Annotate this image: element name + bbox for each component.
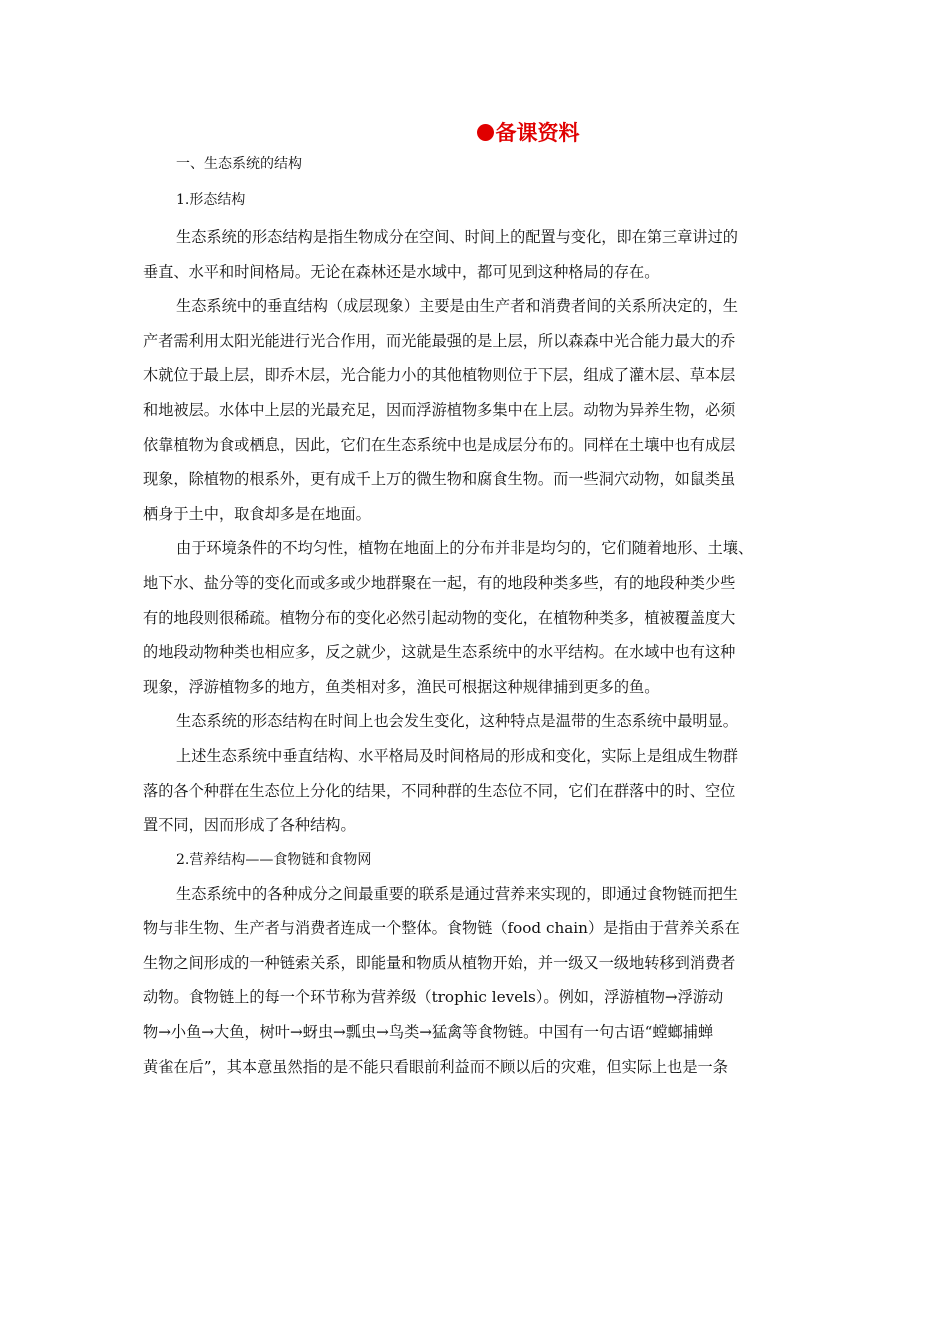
paragraph-line: 栖身于土中，取食却多是在地面。	[143, 504, 371, 523]
paragraph-line: 生态系统的形态结构是指生物成分在空间、时间上的配置与变化，即在第三章讲过的	[176, 228, 738, 246]
paragraph-2	[143, 289, 813, 531]
paragraph-line: 动物。食物链上的每一个环节称为营养级（trophic levels）。例如，浮游植物→浮游动	[143, 988, 724, 1007]
paragraph-line: 生态系统中的垂直结构（成层现象）主要是由生产者和消费者间的关系所决定的，生	[176, 297, 738, 316]
paragraph-line: 垂直、水平和时间格局。无论在森林还是水域中，都可见到这种格局的存在。	[143, 262, 660, 281]
paragraph-line: 地下水、盐分等的变化而或多或少地群聚在一起，有的地段种类多些，有的地段种类少些	[143, 573, 736, 592]
paragraph-line: 黄雀在后”，其本意虽然指的是不能只看眼前利益而不顾以后的灾难，但实际上也是一条	[143, 1057, 728, 1076]
paragraph-line: 生态系统的形态结构在时间上也会发生变化，这种特点是温带的生态系统中最明显。	[176, 712, 738, 731]
paragraph-line: 物与非生物、生产者与消费者连成一个整体。食物链（food chain）是指由于营养关系在	[143, 919, 740, 938]
subsection-heading-trophic: 2.营养结构——食物链和食物网	[176, 851, 372, 868]
paragraph-5	[143, 739, 813, 843]
paragraph-line: 有的地段则很稀疏。植物分布的变化必然引起动物的变化，在植物种类多，植被覆盖度大	[143, 608, 736, 627]
paragraph-line: 置不同，因而形成了各种结构。	[143, 816, 356, 835]
paragraph-line: 物→小鱼→大鱼，树叶→蚜虫→瓢虫→鸟类→猛禽等食物链。中国有一句古语“螳螂捕蝉	[143, 1023, 714, 1042]
paragraph-line: 现象，除植物的根系外，更有成千上万的微生物和腐食生物。而一些洞穴动物，如鼠类虽	[143, 470, 736, 489]
paragraph-line: 生物之间形成的一种链索关系，即能量和物质从植物开始，并一级又一级地转移到消费者	[143, 953, 736, 972]
section-heading: 一、生态系统的结构	[176, 156, 302, 172]
bullet-icon	[477, 124, 494, 141]
paragraph-line: 上述生态系统中垂直结构、水平格局及时间格局的形成和变化，实际上是组成生物群	[176, 746, 738, 765]
paragraph-6	[143, 877, 813, 1085]
paragraph-line: 和地被层。水体中上层的光最充足，因而浮游植物多集中在上层。动物为异养生物，必须	[143, 400, 736, 419]
paragraph-line: 生态系统中的各种成分之间最重要的联系是通过营养来实现的，即通过食物链而把生	[176, 884, 738, 903]
paragraph-line: 木就位于最上层，即乔木层，光合能力小的其他植物则位于下层，组成了灌木层、草本层	[143, 366, 736, 385]
paragraph-1	[143, 220, 813, 289]
paragraph-line: 落的各个种群在生态位上分化的结果，不同种群的生态位不同，它们在群落中的时、空位	[143, 781, 736, 800]
paragraph-line: 现象，浮游植物多的地方，鱼类相对多，渔民可根据这种规律捕到更多的鱼。	[143, 677, 660, 696]
paragraph-line: 的地段动物种类也相应多，反之就少，这就是生态系统中的水平结构。在水域中也有这种	[143, 643, 736, 662]
paragraph-line: 产者需利用太阳光能进行光合作用，而光能最强的是上层，所以森森中光合能力最大的乔	[143, 331, 736, 350]
title-text: 备课资料	[495, 121, 580, 145]
subsection-heading-morphology: 1.形态结构	[176, 192, 246, 208]
paragraph-line: 由于环境条件的不均匀性，植物在地面上的分布并非是均匀的，它们随着地形、土壤、	[176, 539, 754, 558]
document-title	[143, 118, 813, 148]
paragraph-3	[143, 531, 813, 704]
paragraph-4	[143, 704, 813, 739]
paragraph-line: 依靠植物为食或栖息，因此，它们在生态系统中也是成层分布的。同样在土壤中也有成层	[143, 435, 736, 454]
document-page	[143, 118, 813, 1084]
